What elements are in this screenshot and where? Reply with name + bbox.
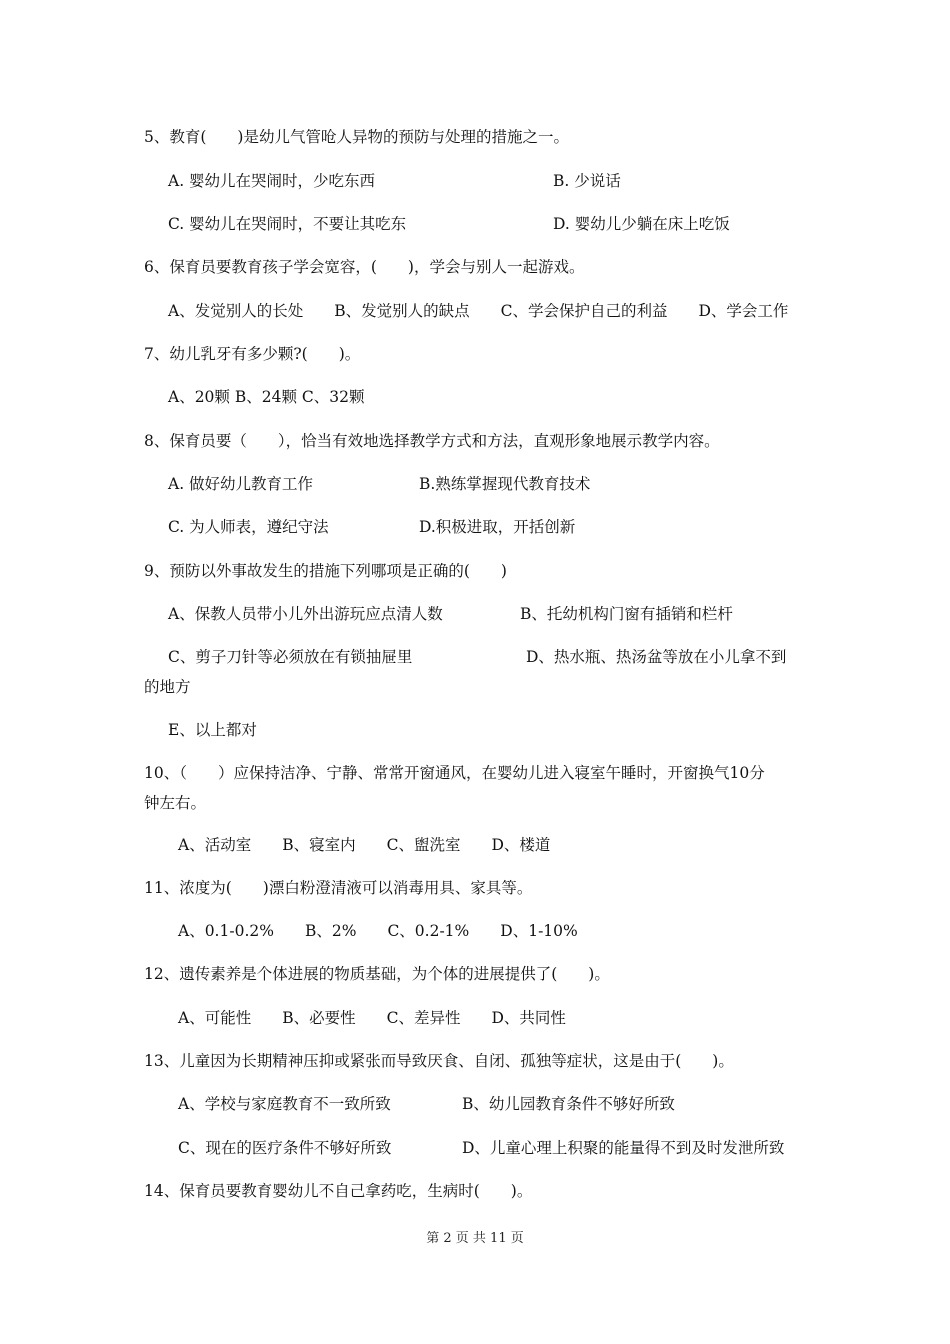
question-8-option-d: D.积极进取，开括创新: [419, 518, 576, 536]
question-7-options: A、20颗 B、24颗 C、32颗: [168, 388, 365, 406]
question-13-option-a: A、学校与家庭教育不一致所致: [178, 1095, 391, 1113]
page-number-footer: 第 2 页 共 11 页: [426, 1231, 524, 1246]
question-13-option-b: B、幼儿园教育条件不够好所致: [462, 1095, 675, 1113]
question-5-option-b: B. 少说话: [553, 172, 621, 190]
question-9-option-c: C、剪子刀针等必须放在有锁抽屉里: [168, 648, 413, 666]
question-9-option-e: E、以上都对: [168, 721, 257, 739]
question-6-stem: 6、保育员要教育孩子学会宽容，( )，学会与别人一起游戏。: [144, 258, 585, 276]
question-5-option-c: C. 婴幼儿在哭闹时，不要让其吃东: [168, 215, 407, 233]
question-12-stem: 12、遗传素养是个体进展的物质基础，为个体的进展提供了( )。: [144, 965, 610, 983]
question-8-option-c: C. 为人师表，遵纪守法: [168, 518, 329, 536]
question-5-option-a: A. 婴幼儿在哭闹时，少吃东西: [168, 172, 376, 190]
question-9-stem: 9、预防以外事故发生的措施下列哪项是正确的( ): [144, 562, 507, 580]
question-10-stem-continued: 钟左右。: [144, 794, 207, 812]
question-9-option-d: D、热水瓶、热汤盆等放在小儿拿不到: [526, 648, 787, 666]
question-5-option-d: D. 婴幼儿少躺在床上吃饭: [553, 215, 730, 233]
question-8-option-b: B.熟练掌握现代教育技术: [419, 475, 591, 493]
question-8-stem: 8、保育员要（ ），恰当有效地选择教学方式和方法，直观形象地展示教学内容。: [144, 432, 720, 450]
question-13-stem: 13、儿童因为长期精神压抑或紧张而导致厌食、自闭、孤独等症状，这是由于( )。: [144, 1052, 734, 1070]
question-9-option-d-continued: 的地方: [144, 678, 191, 696]
question-11-stem: 11、浓度为( )漂白粉澄清液可以消毒用具、家具等。: [144, 879, 533, 897]
question-5-stem: 5、教育( )是幼儿气管呛人异物的预防与处理的措施之一。: [144, 128, 569, 146]
question-7-stem: 7、幼儿乳牙有多少颗?( )。: [144, 345, 361, 363]
question-12-options: A、可能性 B、必要性 C、差异性 D、共同性: [178, 1009, 566, 1027]
question-11-options: A、0.1-0.2% B、2% C、0.2-1% D、1-10%: [178, 922, 578, 940]
question-10-options: A、活动室 B、寝室内 C、盥洗室 D、楼道: [178, 836, 551, 854]
question-8-option-a: A. 做好幼儿教育工作: [168, 475, 314, 493]
question-13-option-d: D、儿童心理上积聚的能量得不到及时发泄所致: [462, 1139, 785, 1157]
question-13-option-c: C、现在的医疗条件不够好所致: [178, 1139, 392, 1157]
question-9-option-a: A、保教人员带小儿外出游玩应点清人数: [168, 605, 443, 623]
question-14-stem: 14、保育员要教育婴幼儿不自己拿药吃，生病时( )。: [144, 1182, 533, 1200]
question-6-options: A、发觉别人的长处 B、发觉别人的缺点 C、学会保护自己的利益 D、学会工作: [168, 302, 789, 320]
question-9-option-b: B、托幼机构门窗有插销和栏杆: [520, 605, 733, 623]
question-10-stem: 10、（ ）应保持洁净、宁静、常常开窗通风，在婴幼儿进入寝室午睡时，开窗换气10分: [144, 764, 765, 782]
